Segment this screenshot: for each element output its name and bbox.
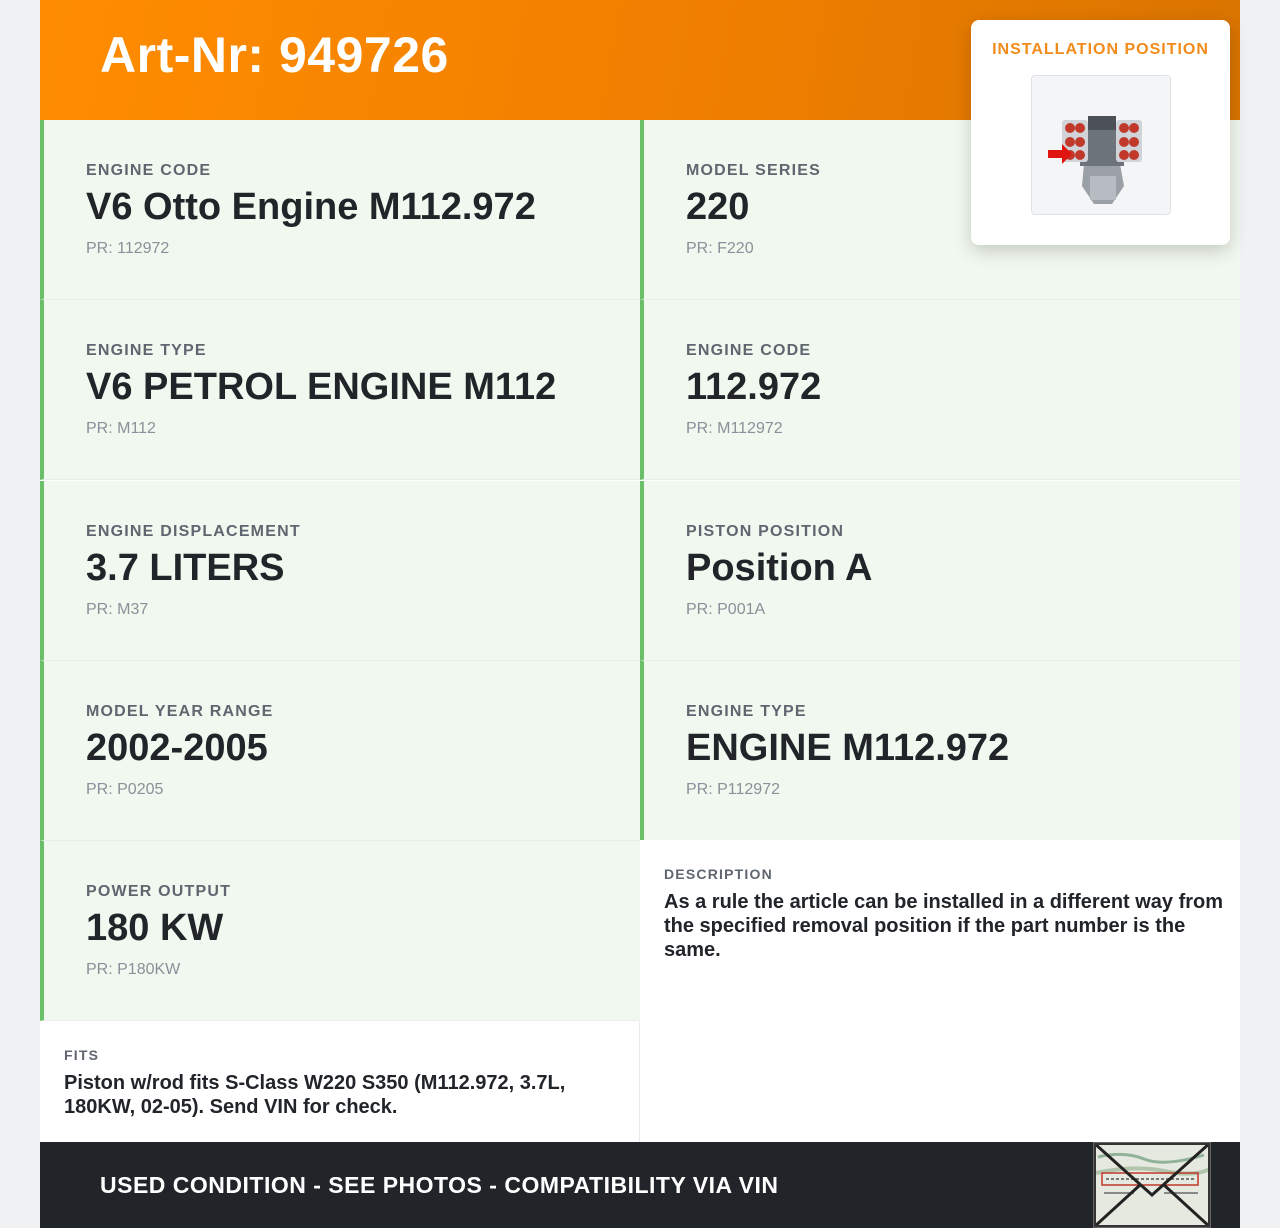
spec-value: 3.7 LITERS (86, 546, 285, 589)
description-section (640, 840, 1240, 1142)
spec-label: ENGINE CODE (86, 162, 212, 179)
spec-value: Position A (686, 546, 873, 589)
spec-pr-code: PR: M37 (86, 600, 149, 618)
spec-cell (40, 841, 640, 1021)
article-number-title: Art-Nr: 949726 (100, 27, 449, 83)
spec-cell (40, 120, 640, 300)
spec-cell (640, 300, 1240, 480)
description-label: DESCRIPTION (664, 866, 773, 882)
spec-pr-code: PR: M112972 (686, 420, 783, 438)
spec-cell (640, 661, 1240, 841)
description-text: As a rule the article can be installed in a different way from the specified removal position if the part number is the same. (664, 891, 1224, 961)
installation-position-panel (971, 20, 1230, 245)
fits-section (40, 1021, 640, 1142)
product-card (40, 0, 1240, 1228)
spec-pr-code: PR: P0205 (86, 780, 164, 798)
spec-label: ENGINE TYPE (86, 342, 207, 360)
spec-label: MODEL YEAR RANGE (86, 702, 274, 720)
fits-label: FITS (64, 1047, 100, 1063)
spec-cell (40, 481, 640, 661)
spec-pr-code: PR: P180KW (86, 961, 181, 978)
spec-value: 2002-2005 (86, 726, 268, 769)
spec-pr-code: PR: P112972 (686, 780, 780, 798)
spec-label: ENGINE TYPE (686, 702, 807, 720)
document-stamp-icon (1093, 1142, 1211, 1228)
engine-diagram-icon[interactable] (1031, 75, 1171, 215)
footer-bar (40, 1142, 1240, 1228)
spec-value: ENGINE M112.972 (686, 726, 1010, 769)
spec-pr-code: PR: 112972 (86, 240, 170, 257)
spec-pr-code: PR: M112 (86, 420, 156, 438)
spec-label: ENGINE DISPLACEMENT (86, 522, 301, 540)
spec-label: ENGINE CODE (686, 342, 812, 360)
spec-pr-code: PR: F220 (686, 240, 754, 257)
footer-condition-text: USED CONDITION - SEE PHOTOS - COMPATIBILITY VIA VIN (100, 1172, 779, 1198)
spec-cell (640, 481, 1240, 661)
installation-position-title: INSTALLATION POSITION (992, 41, 1209, 58)
spec-value: 180 KW (86, 907, 224, 949)
spec-cell (40, 300, 640, 480)
spec-value: 112.972 (686, 366, 822, 409)
spec-value: V6 PETROL ENGINE M112 (86, 366, 557, 409)
spec-label: POWER OUTPUT (86, 883, 232, 900)
fits-text: Piston w/rod fits S-Class W220 S350 (M112.972, 3.7L, 180KW, 02-05). Send VIN for check. (64, 1072, 566, 1118)
spec-label: MODEL SERIES (686, 162, 822, 179)
spec-pr-code: PR: P001A (686, 600, 766, 618)
spec-cell (40, 661, 640, 841)
spec-value: V6 Otto Engine M112.972 (86, 186, 536, 228)
spec-value: 220 (686, 186, 750, 228)
spec-label: PISTON POSITION (686, 522, 845, 540)
